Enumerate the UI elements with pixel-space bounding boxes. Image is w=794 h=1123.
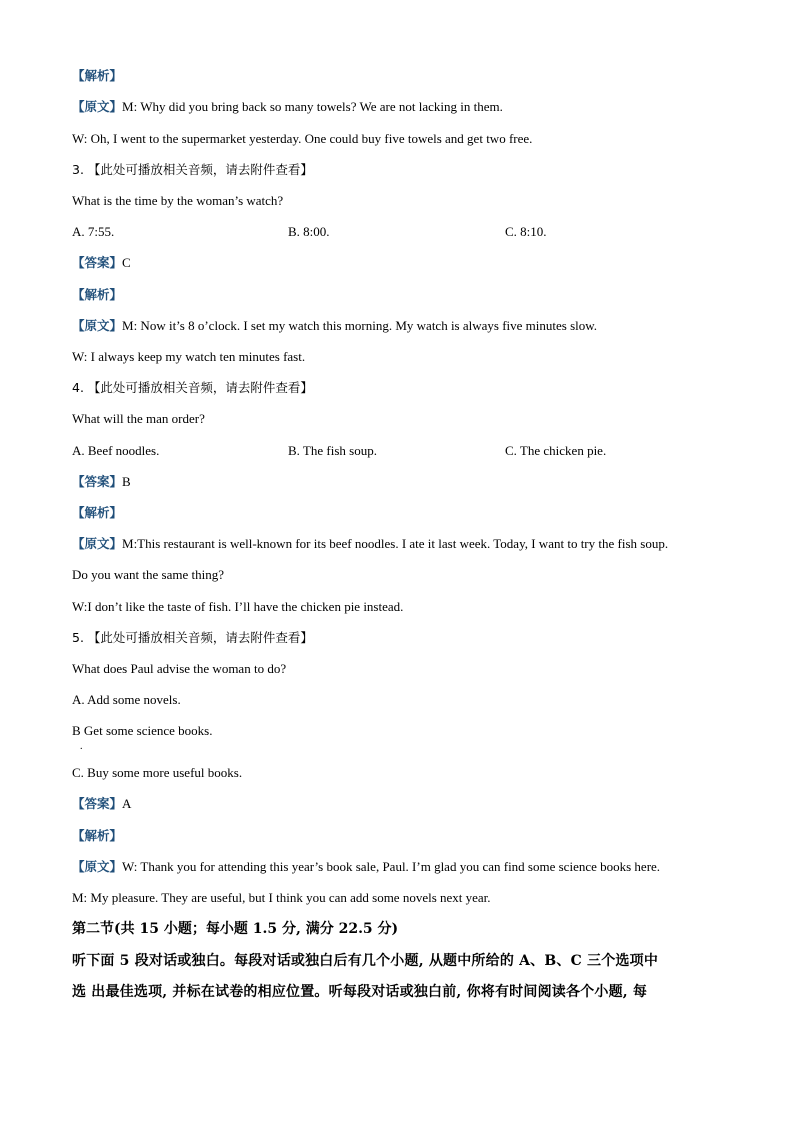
- q5-answer-line: [72, 796, 131, 812]
- analysis-tag: 【解析】: [72, 68, 123, 83]
- analysis-line: [72, 287, 122, 303]
- section2-instructions-2: 选 出最佳选项, 并标在试卷的相应位置。听每段对话或独白前, 你将有时间阅读各个小题, 每: [72, 984, 648, 1000]
- q3-header: 3. 【此处可播放相关音频，请去附件查看】: [72, 162, 313, 177]
- q3-option-c: C. 8:10.: [505, 224, 547, 239]
- original-tag: 【原文】: [72, 859, 123, 874]
- q3-original-w: W: I always keep my watch ten minutes fast.: [72, 349, 306, 364]
- analysis-line: [72, 68, 122, 84]
- analysis-tag: 【解析】: [72, 287, 123, 302]
- q4-original-m2: Do you want the same thing?: [72, 567, 224, 582]
- analysis-tag: 【解析】: [72, 505, 123, 520]
- q3-answer: C: [122, 255, 131, 270]
- q5-original-m: M: My pleasure. They are useful, but I think you can add some novels next year.: [72, 890, 491, 905]
- q3-question: What is the time by the woman’s watch?: [72, 193, 284, 208]
- q4-option-a: A. Beef noodles.: [72, 443, 160, 458]
- section2-title: 第二节(共 15 小题；每小题 1.5 分, 满分 22.5 分): [72, 921, 399, 937]
- q3-option-b: B. 8:00.: [288, 224, 330, 239]
- q5-option-c: C. Buy some more useful books.: [72, 765, 243, 780]
- q5-header: 5. 【此处可播放相关音频，请去附件查看】: [72, 630, 313, 645]
- q4-question: What will the man order?: [72, 411, 205, 426]
- analysis-line: [72, 828, 122, 844]
- q4-answer: B: [122, 474, 131, 489]
- q5-option-b: B Get some science books.: [72, 723, 213, 738]
- q3-option-a: A. 7:55.: [72, 224, 115, 239]
- original-line: [72, 318, 597, 334]
- original-line: [72, 99, 503, 115]
- q4-option-c: C. The chicken pie.: [505, 443, 607, 458]
- q2-original-w: W: Oh, I went to the supermarket yesterday. One could buy five towels and get two free.: [72, 131, 533, 146]
- original-tag: 【原文】: [72, 318, 123, 333]
- analysis-line: [72, 505, 122, 521]
- q4-answer-line: [72, 474, 131, 490]
- q5-option-b-dot: .: [80, 741, 83, 752]
- original-line: [72, 536, 668, 552]
- answer-tag: 【答案】: [72, 474, 123, 489]
- q5-option-a: A. Add some novels.: [72, 692, 181, 707]
- answer-tag: 【答案】: [72, 255, 123, 270]
- original-line: [72, 859, 660, 875]
- original-tag: 【原文】: [72, 99, 123, 114]
- section2-instructions-1: 听下面 5 段对话或独白。每段对话或独白后有几个小题, 从题中所给的 A、B、C 三个选项中: [72, 953, 659, 969]
- answer-tag: 【答案】: [72, 796, 123, 811]
- q5-question: What does Paul advise the woman to do?: [72, 661, 287, 676]
- q5-original-w: W: Thank you for attending this year’s book sale, Paul. I’m glad you can find some science books here.: [122, 859, 661, 874]
- analysis-tag: 【解析】: [72, 828, 123, 843]
- q4-original-m1: M:This restaurant is well-known for its beef noodles. I ate it last week. Today, I want to try the fish soup.: [122, 536, 669, 551]
- q5-answer: A: [122, 796, 132, 811]
- q4-header: 4. 【此处可播放相关音频，请去附件查看】: [72, 380, 313, 395]
- original-tag: 【原文】: [72, 536, 123, 551]
- q3-answer-line: [72, 255, 131, 271]
- q4-option-b: B. The fish soup.: [288, 443, 377, 458]
- q4-original-w: W:I don’t like the taste of fish. I’ll have the chicken pie instead.: [72, 599, 404, 614]
- q2-original-m: M: Why did you bring back so many towels? We are not lacking in them.: [122, 99, 503, 114]
- q3-original-m: M: Now it’s 8 o’clock. I set my watch this morning. My watch is always five minutes slow.: [122, 318, 598, 333]
